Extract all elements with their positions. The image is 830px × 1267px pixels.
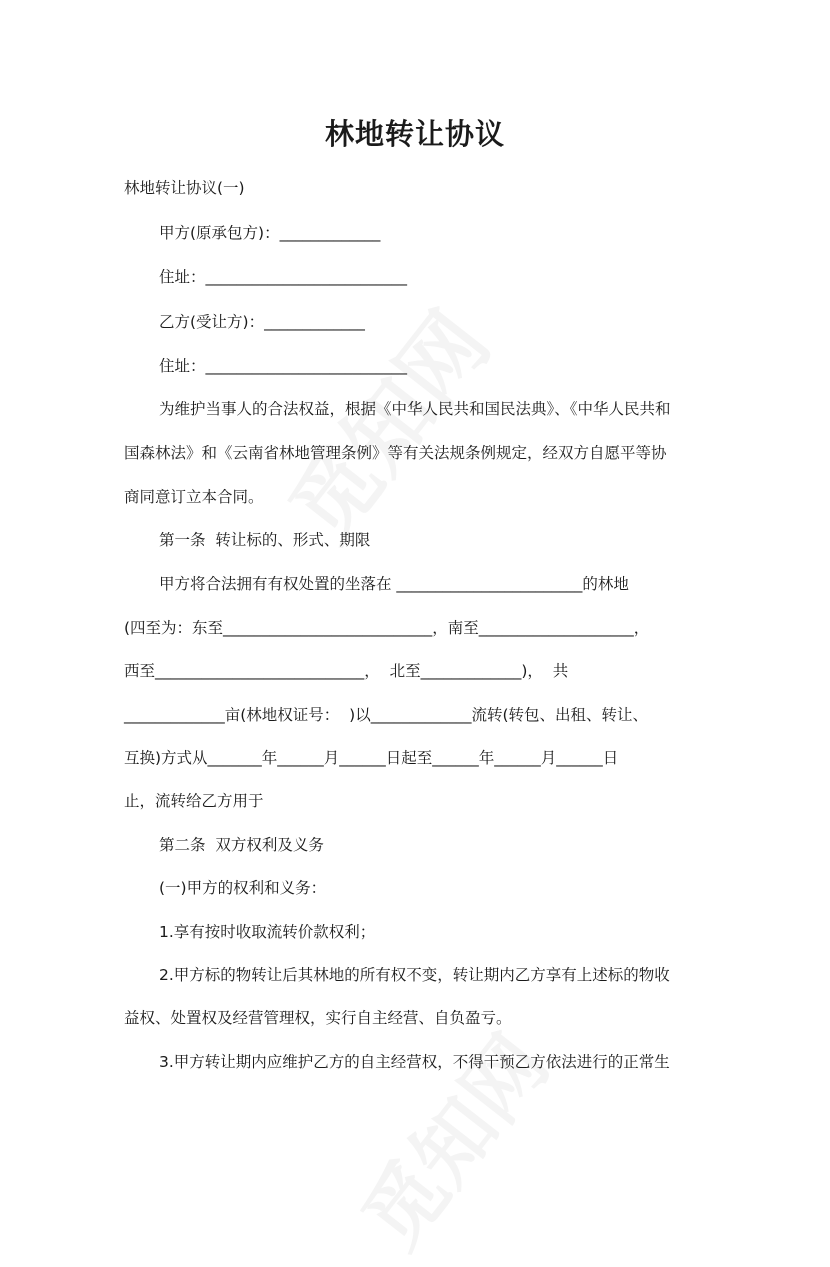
party-a-address-line: 住址：__________________________ [159,268,408,286]
party-a-line: 甲方(原承包方)：_____________ [159,224,381,242]
article-1-line-2: (四至为：东至___________________________，南至____________________， [124,619,650,637]
article-2-subheading: (一)甲方的权利和义务： [159,879,327,897]
article-2-item-3-line-1: 3.甲方转让期内应维护乙方的自主经营权，不得干预乙方依法进行的正常生 [159,1053,670,1071]
article-1-line-4: _____________亩(林地权证号： )以_____________流转(转包、出租、转让、 [124,706,648,724]
article-2-item-1: 1.享有按时收取流转价款权利； [159,923,376,941]
preamble-line-2: 国森林法》和《云南省林地管理条例》等有关法规条例规定，经双方自愿平等协 [124,444,667,462]
party-b-line: 乙方(受让方)：_____________ [159,313,365,331]
article-1-line-3: 西至___________________________， 北至_____________)， 共 [124,662,569,680]
article-2-item-2-line-2: 益权、处置权及经营管理权，实行自主经营、自负盈亏。 [124,1009,512,1027]
preamble-line-1: 为维护当事人的合法权益，根据《中华人民共和国民法典》、《中华人民共和 [159,400,671,418]
article-2-heading: 第二条 双方权利及义务 [159,836,324,854]
article-1-heading: 第一条 转让标的、形式、期限 [159,531,371,549]
article-1-line-1: 甲方将合法拥有有权处置的坐落在 ________________________的林地 [159,575,629,593]
article-1-line-5: 互换)方式从_______年______月______日起至______年______月______日 [124,749,619,767]
document-title: 林地转让协议 [324,117,505,151]
article-2-item-2-line-1: 2.甲方标的物转让后其林地的所有权不变，转让期内乙方享有上述标的物收 [159,966,670,984]
party-b-address-line: 住址：__________________________ [159,357,408,375]
article-1-line-6: 止，流转给乙方用于 [124,792,264,810]
document-subtitle: 林地转让协议(一) [124,179,245,197]
watermark [331,1008,569,1267]
preamble-line-3: 商同意订立本合同。 [124,488,264,506]
